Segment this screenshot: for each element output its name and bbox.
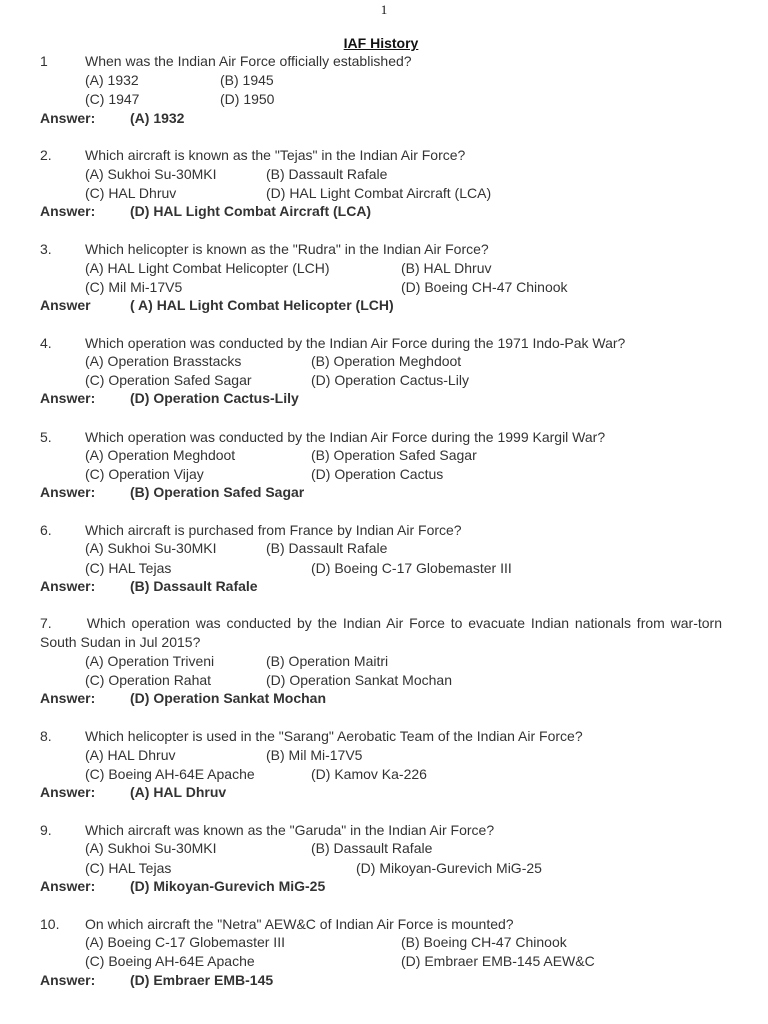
answer-label: Answer: — [40, 690, 96, 706]
question-text: Which aircraft was known as the "Garuda" in the Indian Air Force? — [85, 822, 495, 838]
question-text: Which helicopter is used in the "Sarang" Aerobatic Team of the Indian Air Force? — [85, 728, 583, 744]
question-text: Which aircraft is purchased from France by Indian Air Force? — [85, 522, 462, 538]
page-title: IAF History — [343, 35, 419, 51]
option-d: (D) Embraer EMB-145 AEW&C — [401, 953, 595, 969]
question-number: 6. — [40, 522, 52, 538]
question-number: 3. — [40, 241, 52, 257]
answer-label: Answer: — [40, 110, 96, 126]
question-text-wrapped — [40, 614, 722, 652]
option-b: (B) Dassault Rafale — [266, 166, 388, 182]
option-c: (C) Boeing AH-64E Apache — [85, 766, 255, 782]
option-c: (C) Boeing AH-64E Apache — [85, 953, 255, 969]
question-text: Which operation was conducted by the Indian Air Force during the 1999 Kargil War? — [85, 429, 606, 445]
option-c: (C) Operation Vijay — [85, 466, 204, 482]
option-c: (C) Operation Rahat — [85, 672, 212, 688]
answer-text: (A) HAL Dhruv — [130, 784, 227, 800]
question-number: 2. — [40, 147, 52, 163]
question-number: 4. — [40, 335, 52, 351]
option-d: (D) Operation Sankat Mochan — [266, 672, 452, 688]
option-d: (D) Kamov Ka-226 — [311, 766, 427, 782]
option-c: (C) Operation Safed Sagar — [85, 372, 252, 388]
option-a: (A) Sukhoi Su-30MKI — [85, 166, 217, 182]
question-number: 5. — [40, 429, 52, 445]
page-number: 1 — [380, 2, 388, 17]
question-text: On which aircraft the "Netra" AEW&C of Indian Air Force is mounted? — [85, 916, 514, 932]
answer-label: Answer: — [40, 784, 96, 800]
answer-text: (B) Operation Safed Sagar — [130, 484, 305, 500]
answer-text: (D) Embraer EMB-145 — [130, 972, 274, 988]
option-d: (D) Mikoyan-Gurevich MiG-25 — [356, 860, 542, 876]
option-a: (A) Operation Brasstacks — [85, 353, 242, 369]
option-b: (B) Dassault Rafale — [311, 840, 433, 856]
answer-label: Answer: — [40, 972, 96, 988]
option-a: (A) Operation Triveni — [85, 653, 215, 669]
answer-text: (D) Operation Sankat Mochan — [130, 690, 327, 706]
question-text: Which operation was conducted by the Indian Air Force to evacuate Indian nationals from war-torn South Sudan in Jul 2015? — [40, 615, 723, 650]
answer-label: Answer: — [40, 390, 96, 406]
option-c: (C) HAL Dhruv — [85, 185, 177, 201]
answer-label: Answer: — [40, 203, 96, 219]
answer-label: Answer — [40, 297, 91, 313]
option-b: (B) Operation Maitri — [266, 653, 389, 669]
option-b: (B) Operation Safed Sagar — [311, 447, 477, 463]
option-d: (D) Operation Cactus-Lily — [311, 372, 469, 388]
question-number: 1 — [40, 53, 48, 69]
option-c: (C) HAL Tejas — [85, 560, 172, 576]
question-number: 7. — [40, 615, 52, 631]
answer-text: (D) Mikoyan-Gurevich MiG-25 — [130, 878, 326, 894]
question-text: Which aircraft is known as the "Tejas" in the Indian Air Force? — [85, 147, 466, 163]
question-text: When was the Indian Air Force officially established? — [85, 53, 412, 69]
option-b: (B) Dassault Rafale — [266, 540, 388, 556]
option-b: (B) Boeing CH-47 Chinook — [401, 934, 567, 950]
answer-label: Answer: — [40, 878, 96, 894]
answer-label: Answer: — [40, 484, 96, 500]
option-a: (A) Operation Meghdoot — [85, 447, 236, 463]
option-c: (C) HAL Tejas — [85, 860, 172, 876]
question-text: Which operation was conducted by the Indian Air Force during the 1971 Indo-Pak War? — [85, 335, 626, 351]
option-d: (D) Boeing CH-47 Chinook — [401, 279, 568, 295]
option-a: (A) 1932 — [85, 72, 139, 88]
answer-text: (D) HAL Light Combat Aircraft (LCA) — [130, 203, 372, 219]
answer-text: (A) 1932 — [130, 110, 185, 126]
option-a: (A) HAL Light Combat Helicopter (LCH) — [85, 260, 330, 276]
question-text: Which helicopter is known as the "Rudra" in the Indian Air Force? — [85, 241, 489, 257]
question-number: 9. — [40, 822, 52, 838]
answer-text: ( A) HAL Light Combat Helicopter (LCH) — [130, 297, 394, 313]
option-d: (D) Boeing C-17 Globemaster III — [311, 560, 512, 576]
answer-label: Answer: — [40, 578, 96, 594]
option-d: (D) Operation Cactus — [311, 466, 444, 482]
option-a: (A) HAL Dhruv — [85, 747, 176, 763]
option-a: (A) Sukhoi Su-30MKI — [85, 540, 217, 556]
option-a: (A) Sukhoi Su-30MKI — [85, 840, 217, 856]
option-c: (C) 1947 — [85, 91, 140, 107]
option-b: (B) Operation Meghdoot — [311, 353, 462, 369]
answer-text: (B) Dassault Rafale — [130, 578, 258, 594]
option-b: (B) Mil Mi-17V5 — [266, 747, 363, 763]
question-number: 10. — [40, 916, 60, 932]
answer-text: (D) Operation Cactus-Lily — [130, 390, 299, 406]
option-d: (D) 1950 — [220, 91, 275, 107]
option-d: (D) HAL Light Combat Aircraft (LCA) — [266, 185, 492, 201]
option-b: (B) 1945 — [220, 72, 274, 88]
option-b: (B) HAL Dhruv — [401, 260, 492, 276]
option-c: (C) Mil Mi-17V5 — [85, 279, 183, 295]
question-number: 8. — [40, 728, 52, 744]
option-a: (A) Boeing C-17 Globemaster III — [85, 934, 285, 950]
